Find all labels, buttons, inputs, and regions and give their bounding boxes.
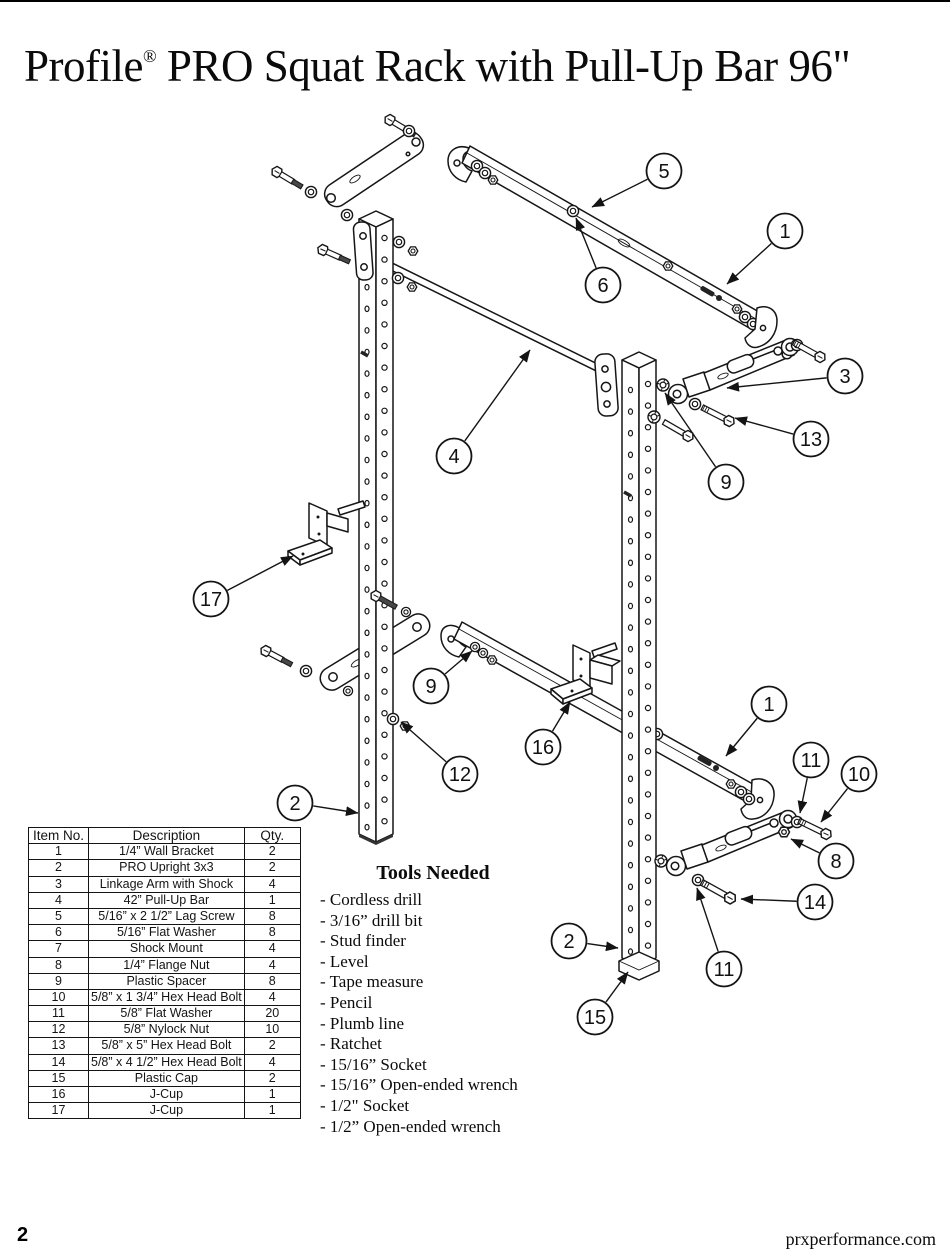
registered-mark: ® [142,46,157,67]
callout-4-6 [437,350,531,474]
svg-text:9: 9 [720,472,732,494]
tool-item: - 1/2” Open-ended wrench [320,1116,501,1136]
description-cell: 5/16” x 2 1/2” Lag Screw [89,908,245,924]
table-row [29,1038,301,1054]
tool-item: - Cordless drill [320,890,422,909]
tool-item: - 1/2" Socket [320,1095,410,1115]
item-no-cell: 3 [29,876,89,892]
svg-text:2: 2 [563,931,575,953]
table-row [29,844,301,860]
item-no-cell: 15 [29,1070,89,1086]
item-no-cell: 12 [29,1022,89,1038]
svg-text:16: 16 [531,737,555,759]
item-no-cell: 5 [29,908,89,924]
left-upright [359,211,393,845]
table-row [29,1022,301,1038]
item-no-cell: 16 [29,1087,89,1103]
item-no-cell: 13 [29,1038,89,1054]
item-no-cell: 8 [29,957,89,973]
svg-text:3: 3 [839,366,851,388]
pull-up-bar-left-plate [353,221,374,280]
svg-text:1: 1 [779,221,791,243]
svg-text:14: 14 [803,892,827,914]
tools-heading: Tools Needed [376,862,490,884]
parts-table [28,827,301,1119]
tool-item: - Plumb line [320,1013,405,1033]
item-no-cell: 2 [29,860,89,876]
description-cell: 5/8” x 4 1/2” Hex Head Bolt [89,1054,245,1070]
callout-11-18 [697,888,742,987]
description-cell: 5/8” Nylock Nut [89,1022,245,1038]
wall-bracket-lower-left [259,610,437,698]
qty-cell: 4 [244,989,300,1005]
column-header: Description [89,828,245,844]
callout-8-15 [791,839,854,879]
item-no-cell: 11 [29,1006,89,1022]
table-row [29,1103,301,1119]
table-row [29,1070,301,1086]
callout-17-7 [194,556,294,617]
callout-16-9 [526,702,571,765]
callout-14-16 [741,885,833,920]
svg-text:13: 13 [799,429,823,451]
description-cell: 5/8” Flat Washer [89,1006,245,1022]
callout-13-4 [735,418,829,457]
svg-text:8: 8 [830,851,842,873]
table-row [29,1054,301,1070]
tool-item: - Stud finder [320,931,406,951]
column-header: Item No. [29,828,89,844]
callout-12-10 [401,722,478,792]
callout-11-13 [794,743,829,814]
table-row [29,892,301,908]
table-row [29,1006,301,1022]
tools-needed-section [320,862,546,1137]
qty-cell: 2 [244,1038,300,1054]
qty-cell: 8 [244,908,300,924]
description-cell: J-Cup [89,1087,245,1103]
callout-5-0 [592,154,682,208]
qty-cell: 4 [244,876,300,892]
svg-text:10: 10 [847,764,871,786]
column-header: Qty. [244,828,300,844]
qty-cell: 4 [244,941,300,957]
callout-15-19 [578,972,629,1035]
title-rest: PRO Squat Rack with Pull-Up Bar 96" [156,41,851,92]
item-no-cell: 4 [29,892,89,908]
j-cup-17 [288,501,365,565]
svg-text:5: 5 [658,161,670,183]
website-link: prxperformance.com [785,1229,936,1249]
qty-cell: 1 [244,1103,300,1119]
qty-cell: 2 [244,844,300,860]
svg-text:15: 15 [583,1007,607,1029]
tools-list [320,890,546,1137]
qty-cell: 2 [244,1070,300,1086]
description-cell: 42” Pull-Up Bar [89,892,245,908]
tool-item: - 15/16” Open-ended wrench [320,1075,518,1095]
callout-10-14 [821,757,877,823]
callout-2-17 [552,924,619,959]
item-no-cell: 14 [29,1054,89,1070]
qty-cell: 4 [244,957,300,973]
tool-item: - 3/16” drill bit [320,910,423,930]
svg-text:12: 12 [448,764,472,786]
qty-cell: 4 [244,1054,300,1070]
pull-up-bar-right-plate [594,353,618,416]
qty-cell: 20 [244,1006,300,1022]
table-row [29,860,301,876]
parts-table-body [29,844,301,1119]
svg-text:11: 11 [713,959,735,981]
tool-item: - Tape measure [320,972,424,992]
description-cell: Plastic Spacer [89,973,245,989]
svg-text:11: 11 [800,750,822,772]
qty-cell: 10 [244,1022,300,1038]
table-row [29,925,301,941]
item-no-cell: 6 [29,925,89,941]
description-cell: Shock Mount [89,941,245,957]
description-cell: Plastic Cap [89,1070,245,1086]
wall-bracket-top-left [270,113,428,211]
description-cell: 1/4” Wall Bracket [89,844,245,860]
item-no-cell: 9 [29,973,89,989]
table-row [29,973,301,989]
table-row [29,1087,301,1103]
title-brand: Profile [24,41,143,92]
callout-2-11 [278,786,359,821]
page-number: 2 [17,1224,29,1246]
svg-text:4: 4 [448,446,460,468]
parts-table-header-row [29,828,301,844]
right-upright [619,352,659,980]
qty-cell: 8 [244,925,300,941]
tool-item: - Ratchet [320,1034,382,1054]
description-cell: 1/4” Flange Nut [89,957,245,973]
description-cell: 5/16” Flat Washer [89,925,245,941]
pull-up-bar [359,248,604,373]
svg-text:6: 6 [597,275,609,297]
description-cell: PRO Upright 3x3 [89,860,245,876]
svg-text:2: 2 [289,793,301,815]
qty-cell: 1 [244,1087,300,1103]
item-no-cell: 10 [29,989,89,1005]
svg-text:17: 17 [199,589,223,611]
tool-item: - 15/16” Socket [320,1054,427,1074]
callout-9-8 [414,651,473,704]
svg-text:9: 9 [425,676,437,698]
item-no-cell: 7 [29,941,89,957]
callout-1-1 [727,214,803,285]
svg-text:1: 1 [763,694,775,716]
item-no-cell: 17 [29,1103,89,1119]
tool-item: - Pencil [320,992,373,1012]
table-row [29,989,301,1005]
description-cell: 5/8” x 1 3/4” Hex Head Bolt [89,989,245,1005]
table-row [29,957,301,973]
qty-cell: 1 [244,892,300,908]
item-no-cell: 1 [29,844,89,860]
j-cup-16 [551,643,620,704]
qty-cell: 2 [244,860,300,876]
tool-item: - Level [320,951,369,971]
table-row [29,941,301,957]
description-cell: Linkage Arm with Shock [89,876,245,892]
table-row [29,908,301,924]
description-cell: J-Cup [89,1103,245,1119]
qty-cell: 8 [244,973,300,989]
table-row [29,876,301,892]
callout-1-12 [726,687,787,757]
description-cell: 5/8” x 5” Hex Head Bolt [89,1038,245,1054]
